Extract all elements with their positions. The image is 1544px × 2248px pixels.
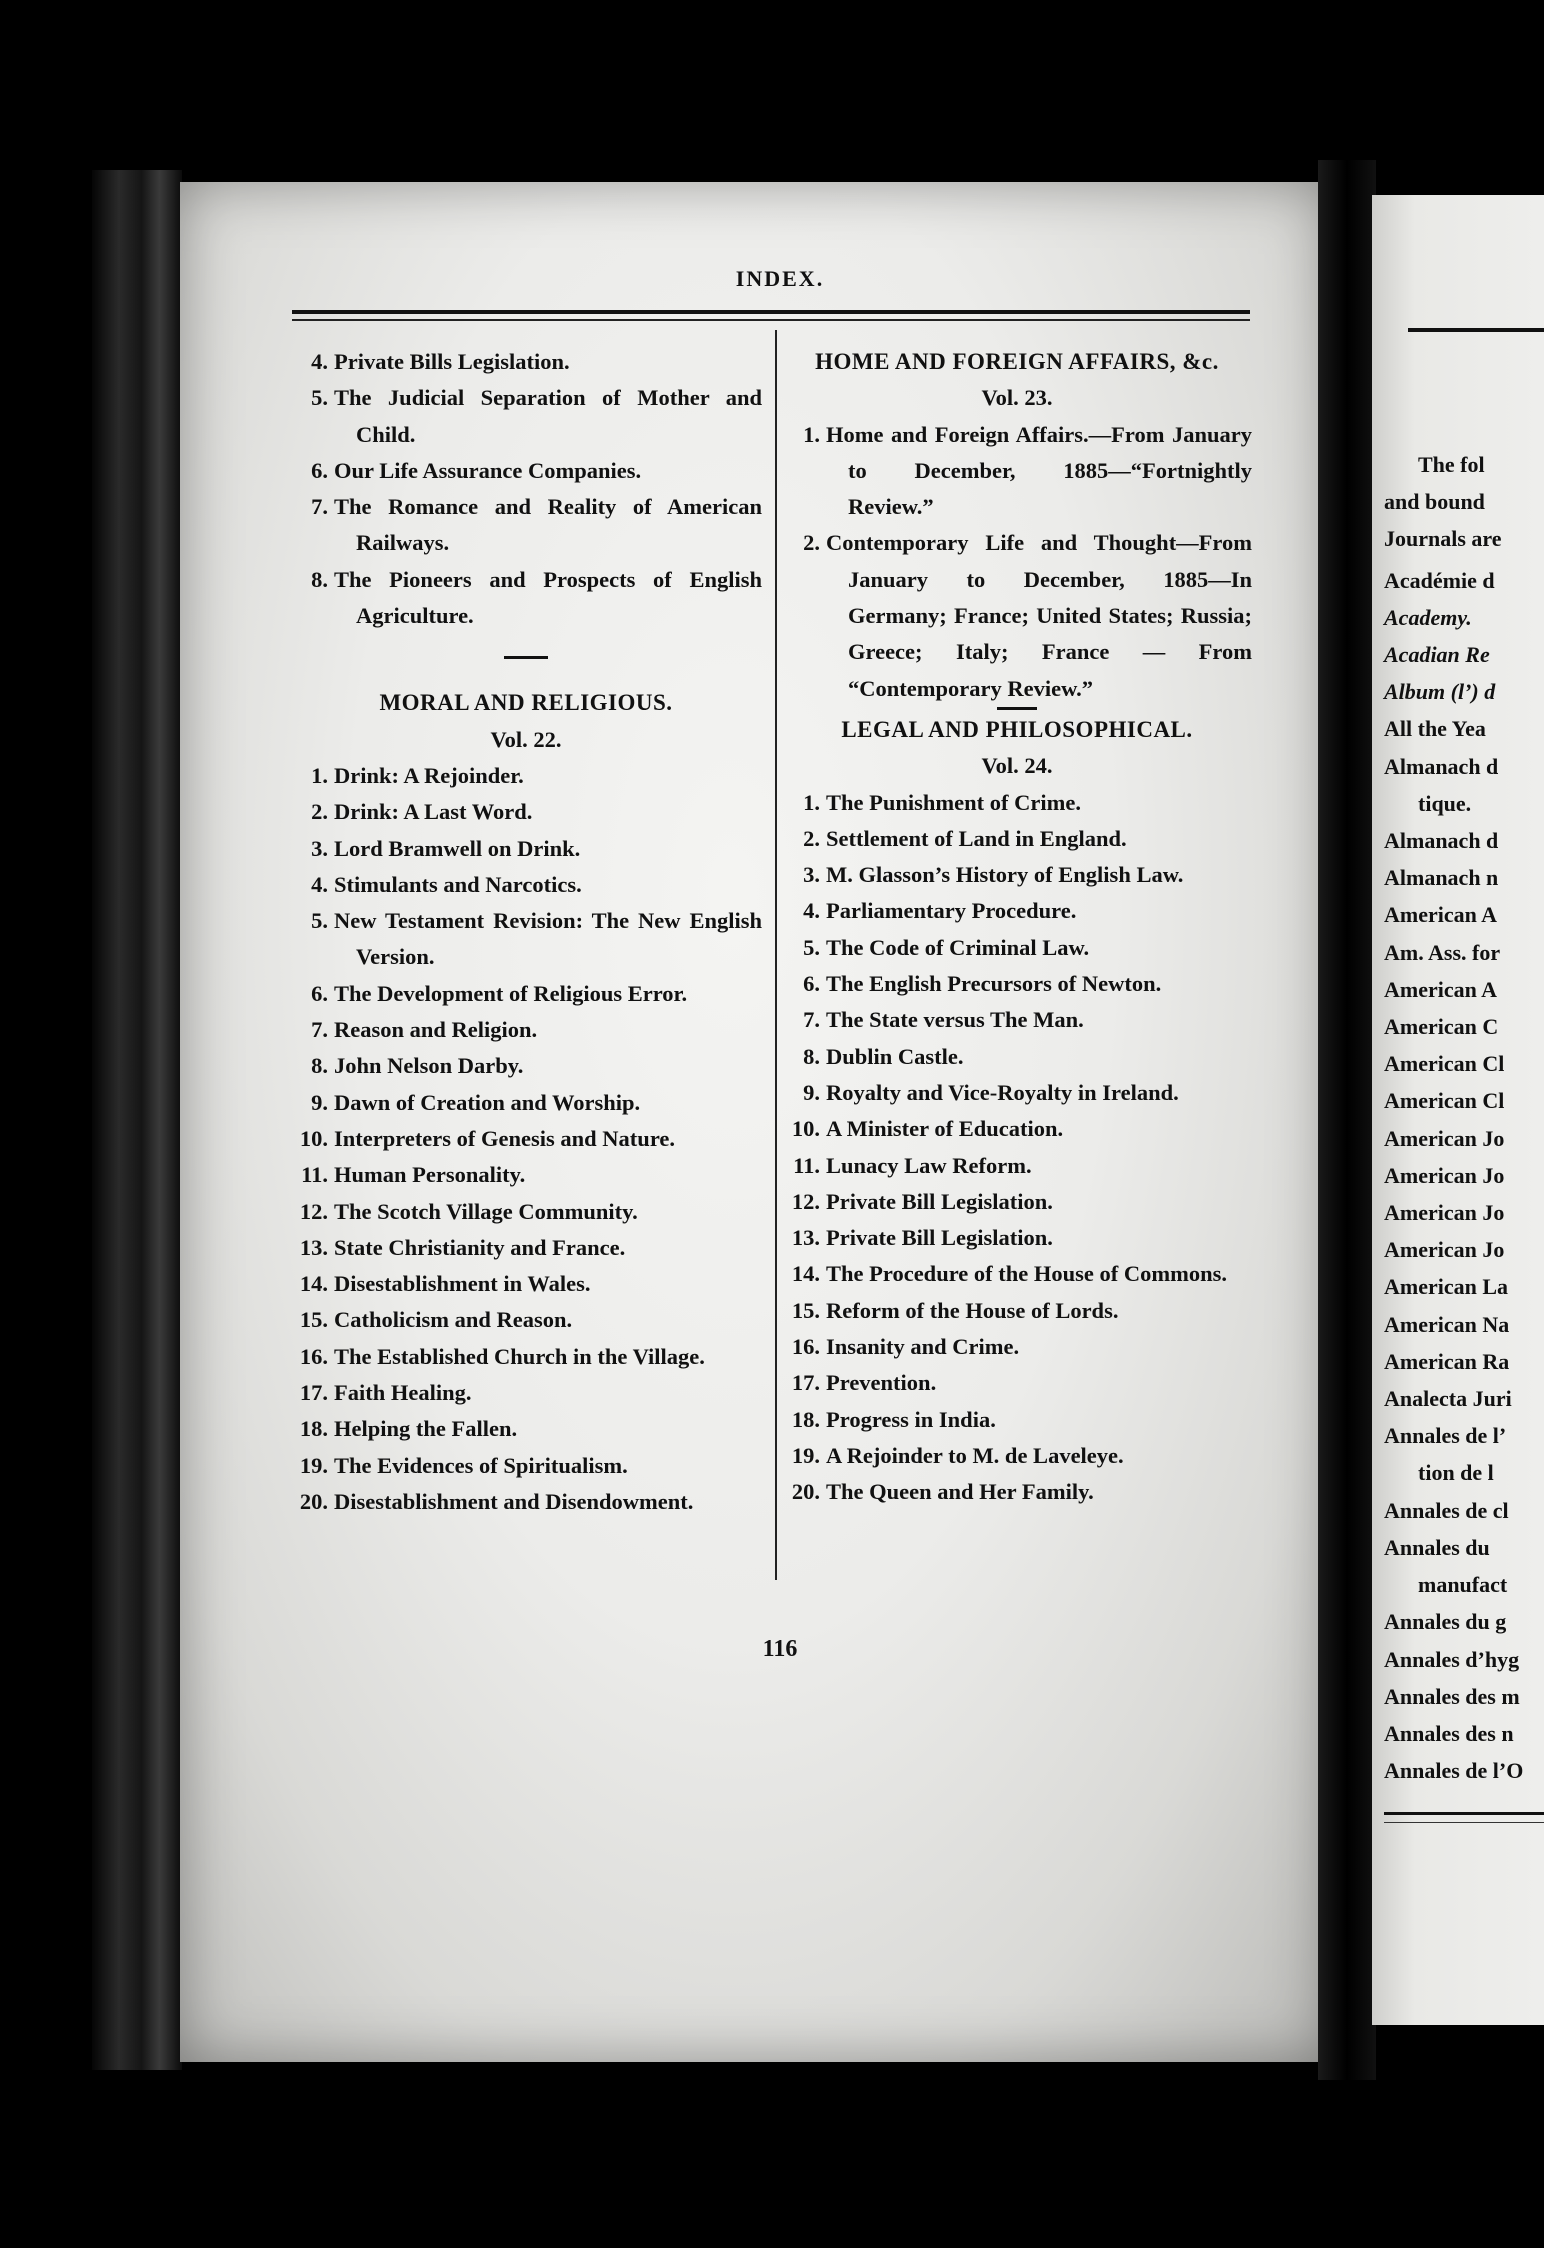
item-title: The Established Church in the Village. <box>334 1343 705 1369</box>
item-number: 12. <box>791 1188 820 1214</box>
list-item <box>290 1302 762 1338</box>
list-item <box>290 1448 762 1484</box>
item-number: 1. <box>803 421 820 447</box>
item-title: M. Glasson’s History of English Law. <box>826 862 1184 888</box>
item-title: Disestablishment and Disendowment. <box>334 1488 694 1514</box>
item-number: 10. <box>791 1116 820 1142</box>
next-page-entry: Annales d’hyg <box>1384 1646 1520 1672</box>
item-title: The Procedure of the House of Commons. <box>826 1261 1228 1287</box>
item-number: 17. <box>299 1380 328 1406</box>
volume-label-24: Vol. 24. <box>981 753 1053 779</box>
list-item <box>290 1048 762 1084</box>
next-page-entry: American Cl <box>1384 1088 1505 1114</box>
list-item <box>782 1438 1252 1474</box>
item-number: 16. <box>791 1334 820 1360</box>
section-title-moral: MORAL AND RELIGIOUS. <box>379 690 673 716</box>
next-page-entry: Almanach n <box>1384 865 1499 891</box>
next-page-entry: tique. <box>1418 790 1472 816</box>
item-number: 4. <box>311 871 328 897</box>
page-number: 116 <box>762 1636 798 1662</box>
list-item <box>290 1230 762 1266</box>
next-page-entry: American Jo <box>1384 1237 1505 1263</box>
list-item <box>290 453 762 489</box>
item-title: A Minister of Education. <box>826 1116 1064 1142</box>
next-page-entry: American Na <box>1384 1311 1510 1337</box>
next-page-bottom-rule-thin <box>1384 1822 1544 1823</box>
list-item <box>290 380 762 453</box>
list-item <box>290 1194 762 1230</box>
item-title: Our Life Assurance Companies. <box>334 457 642 483</box>
item-number: 2. <box>803 530 820 556</box>
list-item <box>290 1339 762 1375</box>
next-page-entry: tion de l <box>1418 1460 1494 1486</box>
item-number: 1. <box>311 762 328 788</box>
item-title: Private Bill Legislation. <box>826 1225 1053 1251</box>
next-page-entry: Analecta Juri <box>1384 1386 1512 1412</box>
item-number: 11. <box>301 1162 328 1188</box>
list-item <box>782 1148 1252 1184</box>
item-title: Private Bills Legislation. <box>334 349 570 374</box>
item-number: 8. <box>311 1053 328 1079</box>
item-title: Royalty and Vice-Royalty in Ireland. <box>826 1079 1179 1105</box>
item-title: The Punishment of Crime. <box>826 789 1081 815</box>
next-page-entry: Almanach d <box>1384 828 1499 854</box>
list-item <box>290 1157 762 1193</box>
next-page-entries <box>1384 562 1523 1790</box>
item-title: The Queen and Her Family. <box>826 1479 1094 1505</box>
item-number: 13. <box>791 1225 820 1251</box>
list-item <box>782 785 1252 821</box>
item-title: The Pioneers and Prospects of English Agriculture. <box>334 566 762 629</box>
next-page-entry: American Jo <box>1384 1125 1505 1151</box>
list-item <box>782 1075 1252 1111</box>
item-number: 11. <box>793 1152 820 1178</box>
list-item <box>782 966 1252 1002</box>
item-title: Progress in India. <box>826 1406 996 1432</box>
next-page-intro-line: Journals are <box>1384 526 1502 552</box>
item-number: 4. <box>803 898 820 924</box>
next-page-entry: All the Yea <box>1384 716 1486 742</box>
next-page-entry: Annales du <box>1384 1534 1490 1560</box>
item-title: The Code of Criminal Law. <box>826 934 1090 960</box>
item-title: A Rejoinder to M. de Laveleye. <box>826 1442 1124 1468</box>
item-title: Lunacy Law Reform. <box>826 1152 1032 1178</box>
item-number: 15. <box>299 1307 328 1333</box>
item-number: 10. <box>299 1125 328 1151</box>
list-item <box>290 1085 762 1121</box>
item-number: 5. <box>311 908 328 934</box>
list-item <box>782 1402 1252 1438</box>
item-title: Dublin Castle. <box>826 1043 964 1069</box>
volume-label-22: Vol. 22. <box>490 726 562 752</box>
item-number: 3. <box>311 835 328 861</box>
section-separator <box>504 656 548 659</box>
item-number: 4. <box>311 349 328 374</box>
page-header: INDEX. <box>735 266 825 291</box>
item-number: 6. <box>311 457 328 483</box>
item-title: Prevention. <box>826 1370 937 1396</box>
next-page-rule <box>1408 328 1544 332</box>
item-title: Parliamentary Procedure. <box>826 898 1077 924</box>
list-item <box>290 903 762 976</box>
header-rule-thin <box>292 319 1250 321</box>
list-item <box>782 857 1252 893</box>
next-page-entry: Annales des m <box>1384 1683 1520 1709</box>
list-item <box>782 1293 1252 1329</box>
list-item <box>290 1375 762 1411</box>
next-page-entry: manufact <box>1418 1572 1508 1598</box>
next-page-entry: Annales de cl <box>1384 1497 1509 1523</box>
next-page-entry: Acadian Re <box>1384 642 1490 668</box>
book-gutter <box>1318 160 1376 2080</box>
list-item <box>782 1220 1252 1256</box>
item-number: 5. <box>803 934 820 960</box>
next-page-entry: American A <box>1384 902 1498 928</box>
list-item <box>782 525 1252 706</box>
list-item <box>290 1121 762 1157</box>
right-column <box>782 344 1252 1511</box>
item-title: John Nelson Darby. <box>334 1053 524 1079</box>
next-page-entry: American A <box>1384 976 1498 1002</box>
item-number: 15. <box>791 1297 820 1323</box>
column-divider <box>775 330 777 1580</box>
list-item <box>290 867 762 903</box>
item-number: 2. <box>311 799 328 825</box>
item-title: Disestablishment in Wales. <box>334 1271 591 1297</box>
next-page-entry: Almanach d <box>1384 753 1499 779</box>
list-item <box>782 1039 1252 1075</box>
item-title: Private Bill Legislation. <box>826 1188 1053 1214</box>
next-page-bottom-rule <box>1384 1812 1544 1815</box>
volume-label-23: Vol. 23. <box>981 385 1053 411</box>
item-title: Home and Foreign Affairs.—From January to December, 1885—“Fortnightly Review.” <box>826 421 1252 520</box>
list-item <box>782 1474 1252 1510</box>
item-title: Drink: A Rejoinder. <box>334 762 524 788</box>
list-item <box>290 562 762 635</box>
list-item <box>782 930 1252 966</box>
item-title: The Judicial Separation of Mother and Child. <box>334 385 762 447</box>
list-item <box>782 1365 1252 1401</box>
next-page-entry: Album (l’) d <box>1384 679 1496 705</box>
left-column <box>290 344 762 1520</box>
item-title: Helping the Fallen. <box>334 1416 518 1442</box>
next-page-intro-line: The fol <box>1418 452 1485 477</box>
item-title: State Christianity and France. <box>334 1234 626 1260</box>
item-number: 14. <box>791 1261 820 1287</box>
item-title: Reason and Religion. <box>334 1017 538 1043</box>
list-item <box>290 976 762 1012</box>
next-page-entry: Annales du g <box>1384 1609 1507 1635</box>
item-title: Interpreters of Genesis and Nature. <box>334 1125 676 1151</box>
item-number: 2. <box>803 825 820 851</box>
item-number: 19. <box>299 1452 328 1478</box>
item-number: 7. <box>311 1017 328 1043</box>
next-page-entry: American Jo <box>1384 1162 1505 1188</box>
item-number: 12. <box>299 1198 328 1224</box>
list-item <box>782 893 1252 929</box>
item-number: 7. <box>311 494 328 520</box>
continued-list <box>290 344 762 634</box>
next-page-entry: Académie d <box>1384 567 1495 593</box>
item-title: The Romance and Reality of American Railways. <box>334 494 762 556</box>
item-number: 16. <box>299 1343 328 1369</box>
item-number: 18. <box>791 1406 820 1432</box>
next-page-intro-line: and bound <box>1384 489 1485 515</box>
header-rule <box>292 310 1250 314</box>
item-number: 6. <box>311 980 328 1006</box>
moral-list <box>290 758 762 1520</box>
legal-list <box>782 785 1252 1511</box>
next-page-entry: Am. Ass. for <box>1384 939 1501 965</box>
list-item <box>290 758 762 794</box>
item-title: The Development of Religious Error. <box>334 980 688 1006</box>
list-item <box>782 1111 1252 1147</box>
list-item <box>290 794 762 830</box>
next-page-entry: American La <box>1384 1274 1509 1300</box>
list-item <box>782 1002 1252 1038</box>
list-item <box>290 489 762 562</box>
item-title: Insanity and Crime. <box>826 1334 1020 1360</box>
item-number: 13. <box>299 1234 328 1260</box>
home-foreign-list <box>782 417 1252 707</box>
item-number: 20. <box>791 1479 820 1505</box>
next-page-entry: American Jo <box>1384 1200 1505 1226</box>
book-spine <box>92 170 182 2070</box>
section-title-home-foreign: HOME AND FOREIGN AFFAIRS, &c. <box>815 349 1219 374</box>
item-number: 8. <box>803 1043 820 1069</box>
item-number: 19. <box>791 1442 820 1468</box>
item-title: Drink: A Last Word. <box>334 799 533 825</box>
next-page-text <box>1384 446 1523 1789</box>
list-item <box>290 1411 762 1447</box>
section-title-legal: LEGAL AND PHILOSOPHICAL. <box>841 716 1193 742</box>
item-number: 5. <box>311 385 328 411</box>
next-page-entry: Annales des n <box>1384 1720 1514 1746</box>
next-page-entry: American Cl <box>1384 1051 1505 1077</box>
item-title: The English Precursors of Newton. <box>826 971 1162 997</box>
item-number: 17. <box>791 1370 820 1396</box>
next-page-entry: American Ra <box>1384 1348 1510 1374</box>
item-number: 8. <box>311 566 328 592</box>
list-item <box>782 1184 1252 1220</box>
item-title: Settlement of Land in England. <box>826 825 1127 851</box>
section-separator <box>997 707 1037 710</box>
list-item <box>290 1012 762 1048</box>
item-title: Contemporary Life and Thought—From January to December, 1885—In Germany; France; United States; Russia; Greece; Italy; France — From “Contemporary Review.” <box>826 530 1252 701</box>
item-title: Reform of the House of Lords. <box>826 1297 1119 1323</box>
item-title: Lord Bramwell on Drink. <box>334 835 581 861</box>
item-number: 7. <box>803 1007 820 1033</box>
item-number: 9. <box>311 1089 328 1115</box>
list-item <box>782 417 1252 526</box>
item-title: Faith Healing. <box>334 1380 472 1406</box>
item-title: Human Personality. <box>334 1162 526 1188</box>
item-title: Dawn of Creation and Worship. <box>334 1089 641 1115</box>
item-number: 3. <box>803 862 820 888</box>
item-title: The Scotch Village Community. <box>334 1198 638 1224</box>
item-number: 6. <box>803 971 820 997</box>
next-page-entry: Annales de l’O <box>1384 1758 1524 1784</box>
list-item <box>290 831 762 867</box>
list-item <box>782 1329 1252 1365</box>
item-title: The Evidences of Spiritualism. <box>334 1452 628 1478</box>
list-item <box>782 821 1252 857</box>
item-number: 9. <box>803 1079 820 1105</box>
item-number: 14. <box>299 1271 328 1297</box>
list-item <box>290 344 762 380</box>
next-page-intro <box>1384 446 1523 558</box>
list-item <box>290 1266 762 1302</box>
item-number: 18. <box>299 1416 328 1442</box>
next-page-entry: Annales de l’ <box>1384 1423 1507 1449</box>
item-title: Stimulants and Narcotics. <box>334 871 582 897</box>
item-title: New Testament Revision: The New English Version. <box>334 908 762 970</box>
item-title: The State versus The Man. <box>826 1007 1084 1033</box>
list-item <box>290 1484 762 1520</box>
list-item <box>782 1256 1252 1292</box>
item-number: 20. <box>299 1488 328 1514</box>
item-number: 1. <box>803 789 820 815</box>
item-title: Catholicism and Reason. <box>334 1307 573 1333</box>
next-page-entry: Academy. <box>1384 604 1472 630</box>
next-page-entry: American C <box>1384 1014 1499 1040</box>
